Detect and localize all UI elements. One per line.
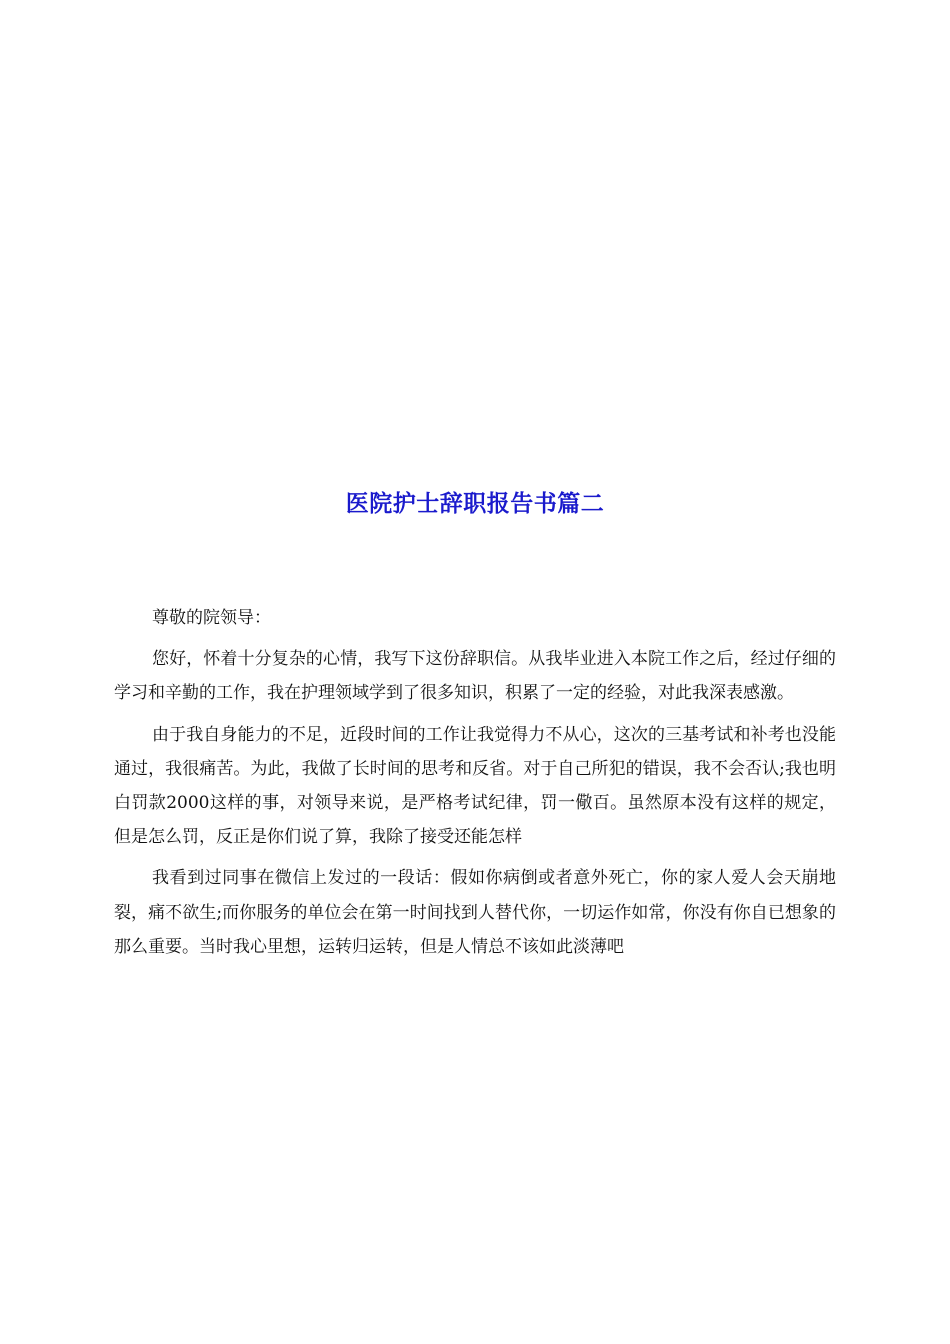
document-body [114, 601, 836, 971]
body-paragraph: 您好，怀着十分复杂的心情，我写下这份辞职信。从我毕业进入本院工作之后，经过仔细的学习和辛勤的工作，我在护理领域学到了很多知识，积累了一定的经验，对此我深表感激。 [114, 649, 836, 704]
salutation-paragraph: 尊敬的院领导： [152, 608, 271, 628]
body-paragraph: 由于我自身能力的不足，近段时间的工作让我觉得力不从心，这次的三基考试和补考也没能通过，我很痛苦。为此，我做了长时间的思考和反省。对于自己所犯的错误，我不会否认;我也明白罚款2000这样的事，对领导来说，是严格考试纪律，罚一儆百。虽然原本没有这样的规定，但是怎么罚，反正是你们说了算，我除了接受还能怎样 [114, 724, 836, 848]
body-paragraph: 我看到过同事在微信上发过的一段话：假如你病倒或者意外死亡，你的家人爱人会天崩地裂，痛不欲生;而你服务的单位会在第一时间找到人替代你，一切运作如常，你没有你自已想象的那么重要。当时我心里想，运转归运转，但是人情总不该如此淡薄吧 [114, 868, 836, 957]
document-title: 医院护士辞职报告书篇二 [345, 490, 605, 517]
